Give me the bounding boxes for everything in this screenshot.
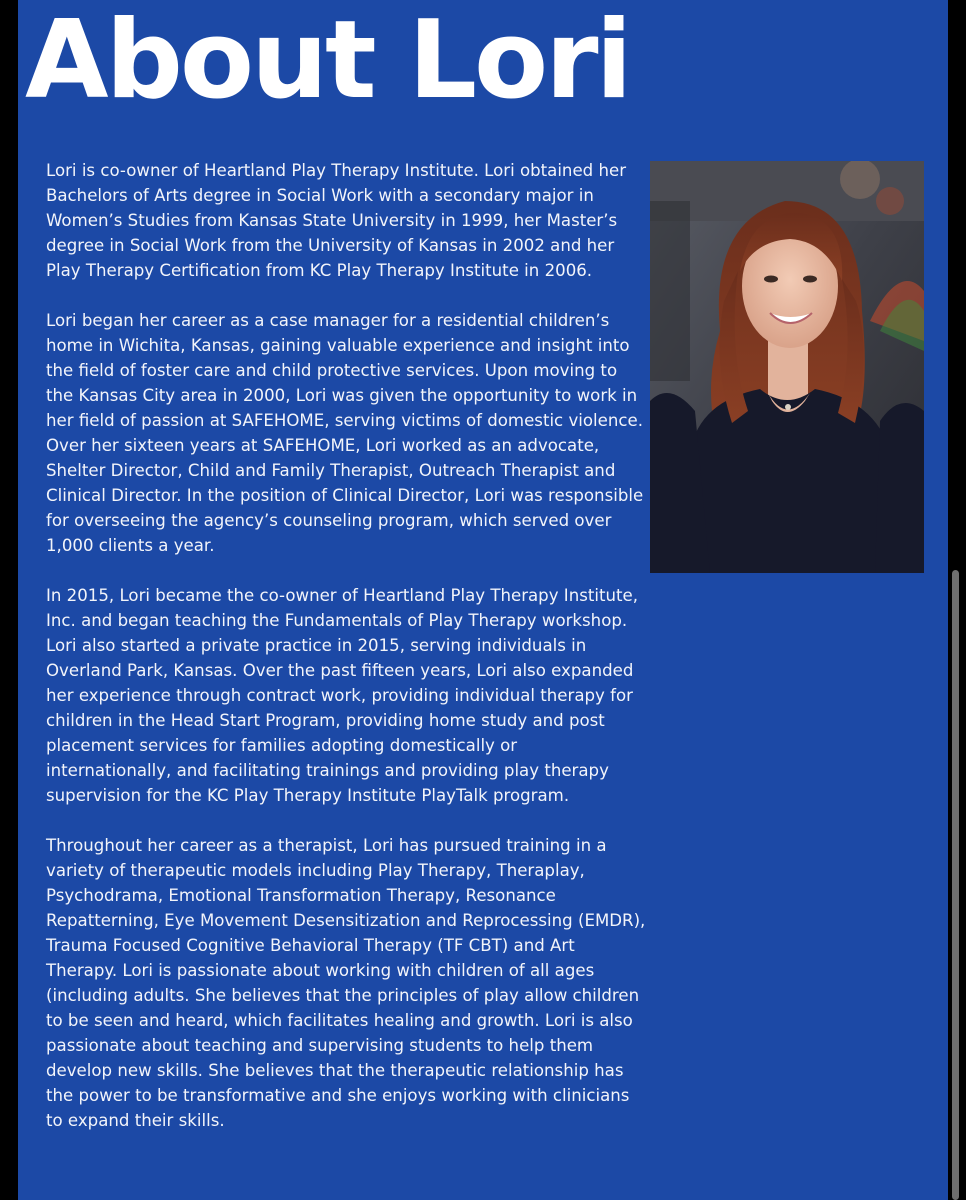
bio-paragraph-training: Throughout her career as a therapist, Lori has pursued training in a variety of therapeutic models including Play Therapy, Theraplay, Psychodrama, Emotional Transformation Therapy, Resonance Repatterning, Eye Movement Desensitization and Reprocessing (EMDR), Trauma Focused Cognitive Behavioral Therapy (TF CBT) and Art Therapy. Lori is passionate about working with children of all ages (including adults. She believes that the principles of play allow children to be seen and heard, which facilitates healing and growth. Lori is also passionate about teaching and supervising students to help them develop new skills. She believes that the therapeutic relationship has the power to be transformative and she enjoys working with clinicians to expand their skills.	[46, 836, 646, 1130]
bio-text	[46, 158, 646, 1133]
bio-paragraph-education: Lori is co-owner of Heartland Play Therapy Institute. Lori obtained her Bachelors of Arts degree in Social Work with a secondary major in Women’s Studies from Kansas State University in 1999, her Master’s degree in Social Work from the University of Kansas in 2002 and her Play Therapy Certification from KC Play Therapy Institute in 2006.	[46, 161, 627, 280]
portrait-photo	[650, 161, 924, 573]
bio-paragraph-career: Lori began her career as a case manager for a residential children’s home in Wichita, Kansas, gaining valuable experience and insight into the field of foster care and child protective services. Upon moving to the Kansas City area in 2000, Lori was given the opportunity to work in her field of passion at SAFEHOME, serving victims of domestic violence. Over her sixteen years at SAFEHOME, Lori worked as an advocate, Shelter Director, Child and Family Therapist, Outreach Therapist and Clinical Director. In the position of Clinical Director, Lori was responsible for overseeing the agency’s counseling program, which served over 1,000 clients a year.	[46, 311, 644, 555]
scrollbar-thumb[interactable]	[952, 570, 959, 1200]
bio-paragraph-institute: In 2015, Lori became the co-owner of Heartland Play Therapy Institute, Inc. and began teaching the Fundamentals of Play Therapy workshop. Lori also started a private practice in 2015, serving individuals in Overland Park, Kansas. Over the past fifteen years, Lori also expanded her experience through contract work, providing individual therapy for children in the Head Start Program, providing home study and post placement services for families adopting domestically or internationally, and facilitating trainings and providing play therapy supervision for the KC Play Therapy Institute PlayTalk program.	[46, 586, 638, 805]
about-page	[18, 0, 948, 1200]
page-title: About Lori	[25, 0, 630, 123]
